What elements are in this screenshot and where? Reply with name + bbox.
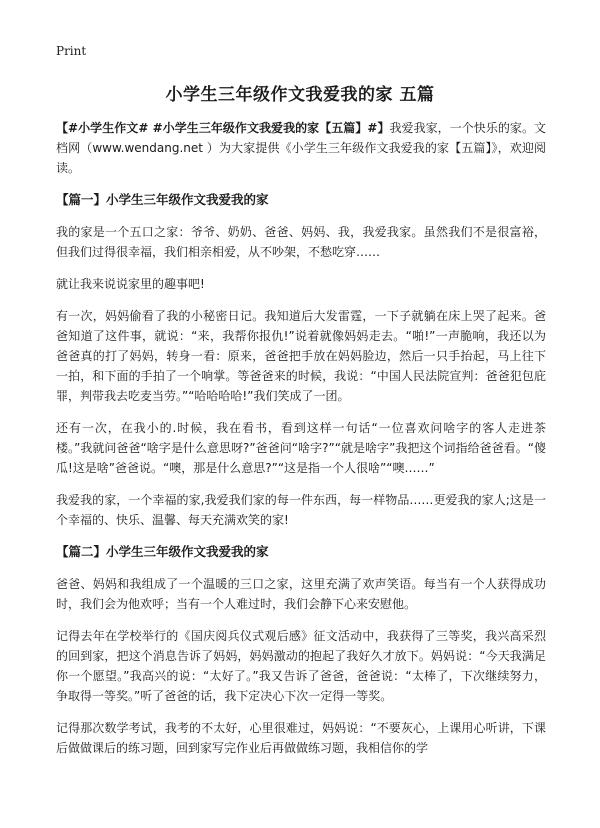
paragraph: 爸爸、妈妈和我组成了一个温暖的三口之家，这里充满了欢声笑语。每当有一个人获得成功时，我们会为他欢呼；当有一个人难过时，我们会静下心来安慰他。	[56, 577, 546, 611]
intro-tag: 【#小学生作文# #小学生三年级作文我爱我的家【五篇】#】	[56, 121, 390, 135]
section-heading-2: 【篇二】小学生三年级作文我爱我的家	[56, 544, 269, 559]
print-link[interactable]: Print	[56, 44, 87, 58]
paragraph: 就让我来说说家里的趣事吧!	[56, 277, 205, 291]
intro-paragraph	[56, 118, 546, 178]
paragraph: 我爱我的家，一个幸福的家,我爱我们家的每一件东西，每一样物品……更爱我的家人;这是一个幸福的、快乐、温馨、每天充满欢笑的家!	[56, 493, 546, 527]
document-title: 小学生三年级作文我爱我的家 五篇	[165, 85, 435, 105]
intro-text: 我爱我家，一个快乐的家。文档网（www.wendang.net ）为大家提供《小学生三年级作文我爱我的家【五篇】》，欢迎阅读。	[56, 121, 546, 175]
paragraph: 我的家是一个五口之家：爷爷、奶奶、爸爸、妈妈、我，我爱我家。虽然我们不是很富裕，但我们过得很幸福，我们相亲相爱，从不吵架，不愁吃穿……	[56, 225, 546, 259]
paragraph: 记得那次数学考试，我考的不太好，心里很难过，妈妈说：“不要灰心，上课用心听讲，下课后做做课后的练习题，回到家写完作业后再做做练习题，我相信你的学	[56, 721, 546, 755]
document-body	[56, 118, 546, 770]
section-heading-1: 【篇一】小学生三年级作文我爱我的家	[56, 192, 269, 207]
paragraph: 还有一次，在我小的.时候，我在看书，看到这样一句话“一位喜欢问啥字的客人走进茶楼。”我就问爸爸“啥字是什么意思呀?”爸爸问“啥字?”“就是啥字”我把这个词指给爸爸看。“傻瓜!这是啥”爸爸说。“噢，那是什么意思?”“这是指一个人很啥”“噢……”	[56, 421, 546, 475]
paragraph: 记得去年在学校举行的《国庆阅兵仪式观后感》征文活动中，我获得了三等奖，我兴高采烈的回到家，把这个消息告诉了妈妈，妈妈激动的抱起了我好久才放下。妈妈说：“今天我满足你一个愿望。”我高兴的说：“太好了。”我又告诉了爸爸，爸爸说：“太棒了，下次继续努力，争取得一等奖。”听了爸爸的话，我下定决心下次一定得一等奖。	[56, 629, 546, 703]
paragraph: 有一次，妈妈偷看了我的小秘密日记。我知道后大发雷霆，一下子就躺在床上哭了起来。爸爸知道了这件事，就说：“来，我帮你报仇!”说着就像妈妈走去。“啪!”一声脆响，我还以为爸爸真的打了妈妈，转身一看：原来，爸爸把手放在妈妈脸边，然后一只手抬起，马上往下一拍，和下面的手拍了一个响掌。等爸爸来的时候，我说：“中国人民法院宣判：爸爸犯包庇罪，判带我去吃麦当劳。”“哈哈哈哈!”我们笑成了一团。	[56, 309, 546, 403]
